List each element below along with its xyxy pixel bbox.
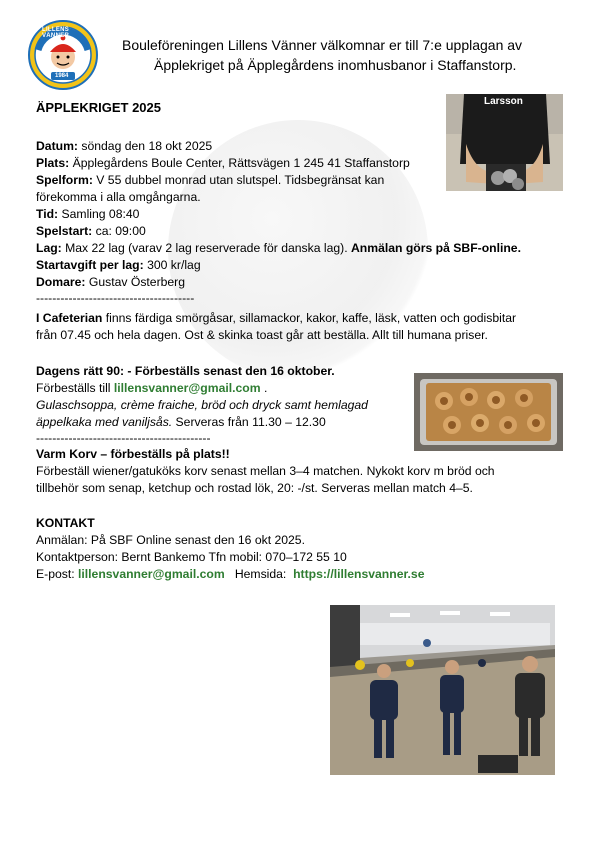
boule-hall-photo	[330, 605, 555, 775]
detail-plats: Plats: Äpplegårdens Boule Center, Rättsvägen 1 245 41 Staffanstorp	[36, 156, 410, 170]
shirt-name: Larsson	[484, 96, 523, 107]
player-photo	[446, 94, 563, 191]
header-line-2: Äpplekriget på Äpplegårdens inomhusbanor i Staffanstorp.	[154, 57, 517, 73]
website-link[interactable]: https://lillensvanner.se	[293, 567, 425, 581]
order-email-link[interactable]: lillensvanner@gmail.com	[113, 381, 261, 395]
detail-spelstart: Spelstart: ca: 09:00	[36, 224, 146, 238]
divider-1: ---------------------------------------	[36, 291, 195, 305]
korv-line-1: Förbeställ wiener/gatuköks korv senast mellan 3–4 matchen. Nykokt korv m bröd och	[36, 464, 495, 478]
contact-email-link[interactable]: lillensvanner@gmail.com	[78, 567, 225, 581]
kontakt-line-1: Anmälan: På SBF Online senast den 16 okt 2025.	[36, 533, 305, 547]
divider-2: -------------------------------------------	[36, 431, 211, 445]
page-title: ÄPPLEKRIGET 2025	[36, 100, 161, 115]
dagens-menu-1: Gulaschsoppa, crème fraiche, bröd och dryck samt hemlagad	[36, 398, 368, 412]
detail-lag: Lag: Max 22 lag (varav 2 lag reserverade för danska lag). Anmälan görs på SBF-online.	[36, 241, 521, 255]
club-logo	[28, 20, 98, 90]
dagens-order: Förbeställs till lillensvanner@gmail.com .	[36, 381, 268, 395]
detail-datum: Datum: söndag den 18 okt 2025	[36, 139, 213, 153]
kontakt-heading: KONTAKT	[36, 516, 95, 530]
detail-spelform: Spelform: V 55 dubbel monrad utan slutspel. Tidsbegränsat kan	[36, 173, 385, 187]
kontakt-line-2: Kontaktperson: Bernt Bankemo Tfn mobil: 070–172 55 10	[36, 550, 347, 564]
cafeteria-line-2: från 07.45 och hela dagen. Ost & skinka toast går att beställa. Allt till humana priser.	[36, 328, 488, 342]
apple-cake-photo	[414, 373, 563, 451]
cafeteria-line-1: I Cafeterian finns färdiga smörgåsar, sillamackor, kakor, kaffe, läsk, vatten och godisbitar	[36, 311, 517, 325]
detail-domare: Domare: Gustav Österberg	[36, 275, 186, 289]
detail-spelform-cont: förekomma i alla omgångarna.	[36, 190, 201, 204]
dagens-heading: Dagens rätt 90: - Förbeställs senast den 16 oktober.	[36, 364, 335, 378]
kontakt-line-3: E-post: lillensvanner@gmail.com Hemsida: https://lillensvanner.se	[36, 567, 425, 581]
korv-line-2: tillbehör som senap, ketchup och rostad lök, 20: -/st. Serveras mellan match 4–5.	[36, 481, 473, 495]
logo-text: LILLENS VÄNNER	[42, 27, 70, 39]
korv-heading: Varm Korv – förbeställs på plats!!	[36, 447, 230, 461]
dagens-menu-2: äppelkaka med vaniljsås. Serveras från 11.30 – 12.30	[36, 415, 326, 429]
header-line-1: Bouleföreningen Lillens Vänner välkomnar er till 7:e upplagan av	[122, 37, 523, 53]
logo-year: 1984	[55, 73, 69, 79]
detail-tid: Tid: Samling 08:40	[36, 207, 140, 221]
detail-startavgift: Startavgift per lag: 300 kr/lag	[36, 258, 201, 272]
